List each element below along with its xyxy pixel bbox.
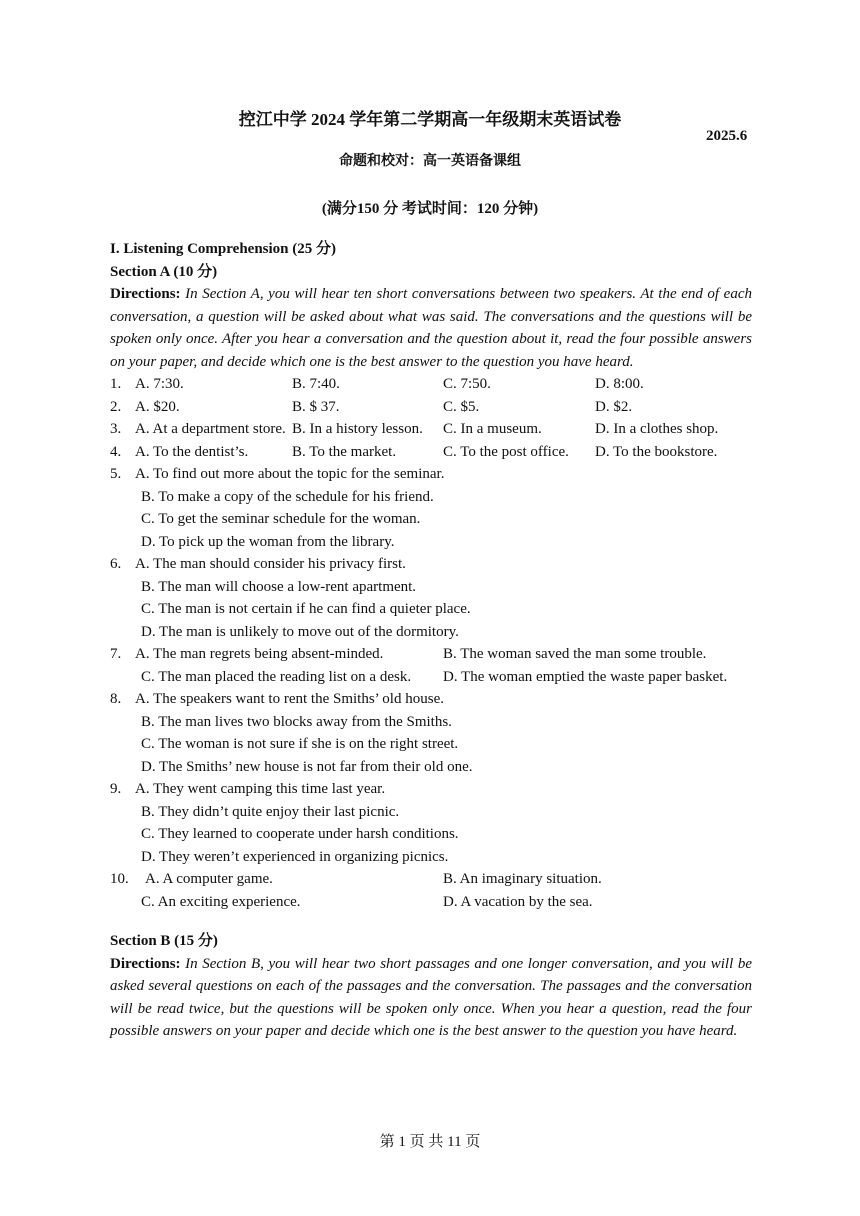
option-c: C. To the post office. [443, 443, 569, 460]
option-d: D. The woman emptied the waste paper basket. [443, 668, 728, 685]
option-a: A. The man regrets being absent-minded. [135, 646, 384, 662]
question-4 [110, 441, 752, 464]
directions-text: In Section A, you will hear ten short conversations between two speakers. At the end of each conversation, a question will be asked about what was said. The conversations and the questions will be spoken only once. After you hear a conversation and the question about it, read the four possible answers on your paper, and decide which one is the best answer to the question you have heard. [110, 286, 752, 370]
question-number: 4. [110, 443, 122, 460]
exam-content [110, 238, 752, 1043]
option-a: A. 7:30. [135, 376, 184, 392]
question-number: 6. [110, 556, 122, 572]
question-number: 9. [110, 781, 122, 797]
question-number: 7. [110, 646, 122, 662]
part-heading: I. Listening Comprehension (25 分) [110, 241, 336, 257]
directions-label: Directions: [110, 286, 181, 302]
question-number: 10. [110, 871, 129, 887]
question-6 [110, 553, 752, 576]
question-number: 2. [110, 398, 122, 415]
question-1 [110, 373, 752, 396]
option-c: C. 7:50. [443, 376, 491, 392]
option-a: A. The speakers want to rent the Smiths’ old house. [135, 691, 444, 707]
option-b: B. 7:40. [292, 376, 340, 392]
section-a-directions [110, 283, 752, 373]
question-10-row-2 [110, 891, 752, 914]
option-c: C. They learned to cooperate under harsh conditions. [141, 826, 459, 842]
option-c: C. To get the seminar schedule for the woman. [141, 511, 421, 527]
option-d: D. The man is unlikely to move out of the dormitory. [141, 623, 459, 640]
option-a: A. $20. [135, 398, 180, 415]
option-a: A. They went camping this time last year. [135, 781, 386, 797]
option-d: D. A vacation by the sea. [443, 893, 593, 910]
directions-text: In Section B, you will hear two short passages and one longer conversation, and you will be asked several questions on each of the passages and the conversation. The passages and the conversation will be read twice, but the questions will be spoken only once. When you hear a question, read the four possible answers on your paper and decide which one is the best answer to the question you have heard. [110, 955, 752, 1039]
option-b: B. An imaginary situation. [443, 871, 602, 887]
option-c: C. In a museum. [443, 421, 542, 437]
option-b: B. $ 37. [292, 398, 340, 415]
directions-label: Directions: [110, 955, 181, 972]
option-b: B. They didn’t quite enjoy their last picnic. [141, 803, 400, 820]
option-d: D. To the bookstore. [595, 443, 718, 460]
option-c: C. An exciting experience. [141, 893, 301, 910]
page-number: 第 1 页 共 11 页 [379, 1134, 481, 1150]
option-a: A. A computer game. [145, 871, 273, 887]
option-d: D. The Smiths’ new house is not far from their old one. [141, 758, 473, 775]
option-d: D. They weren’t experienced in organizing picnics. [141, 848, 449, 865]
exam-score-time: (满分150 分 考试时间：120 分钟) [321, 201, 539, 217]
option-a: A. To the dentist’s. [135, 443, 249, 460]
option-d: D. $2. [595, 398, 633, 415]
question-number: 5. [110, 466, 122, 482]
section-b-heading: Section B (15 分) [110, 933, 218, 949]
question-9 [110, 778, 752, 801]
question-3 [110, 418, 752, 441]
question-8 [110, 688, 752, 711]
option-c: C. The man placed the reading list on a desk. [141, 668, 412, 685]
option-a: A. The man should consider his privacy first. [135, 556, 406, 572]
option-b: B. In a history lesson. [292, 421, 423, 437]
option-b: B. The woman saved the man some trouble. [443, 646, 707, 662]
question-10 [110, 868, 752, 891]
exam-subtitle: 命题和校对：高一英语备课组 [339, 154, 521, 169]
option-b: B. To the market. [292, 443, 397, 460]
option-a: A. To find out more about the topic for the seminar. [135, 466, 445, 482]
option-a: A. At a department store. [135, 421, 286, 437]
question-number: 3. [110, 421, 122, 437]
question-5 [110, 463, 752, 486]
option-b: B. The man will choose a low-rent apartment. [141, 578, 417, 595]
question-7 [110, 643, 752, 666]
option-b: B. To make a copy of the schedule for his friend. [141, 488, 434, 505]
section-b-directions [110, 953, 752, 1043]
question-number: 8. [110, 691, 122, 707]
option-c: C. The woman is not sure if she is on the right street. [141, 736, 459, 752]
question-7-row-2 [110, 666, 752, 689]
section-a-heading: Section A (10 分) [110, 263, 218, 280]
option-c: C. $5. [443, 398, 480, 415]
question-number: 1. [110, 376, 122, 392]
exam-date: 2025.6 [706, 128, 748, 144]
option-c: C. The man is not certain if he can find a quieter place. [141, 601, 471, 617]
exam-title: 控江中学 2024 学年第二学期高一年级期末英语试卷 [238, 110, 622, 129]
option-b: B. The man lives two blocks away from the Smiths. [141, 713, 452, 730]
option-d: D. 8:00. [595, 376, 644, 392]
option-d: D. To pick up the woman from the library. [141, 533, 395, 550]
option-d: D. In a clothes shop. [595, 421, 719, 437]
question-2 [110, 396, 752, 419]
